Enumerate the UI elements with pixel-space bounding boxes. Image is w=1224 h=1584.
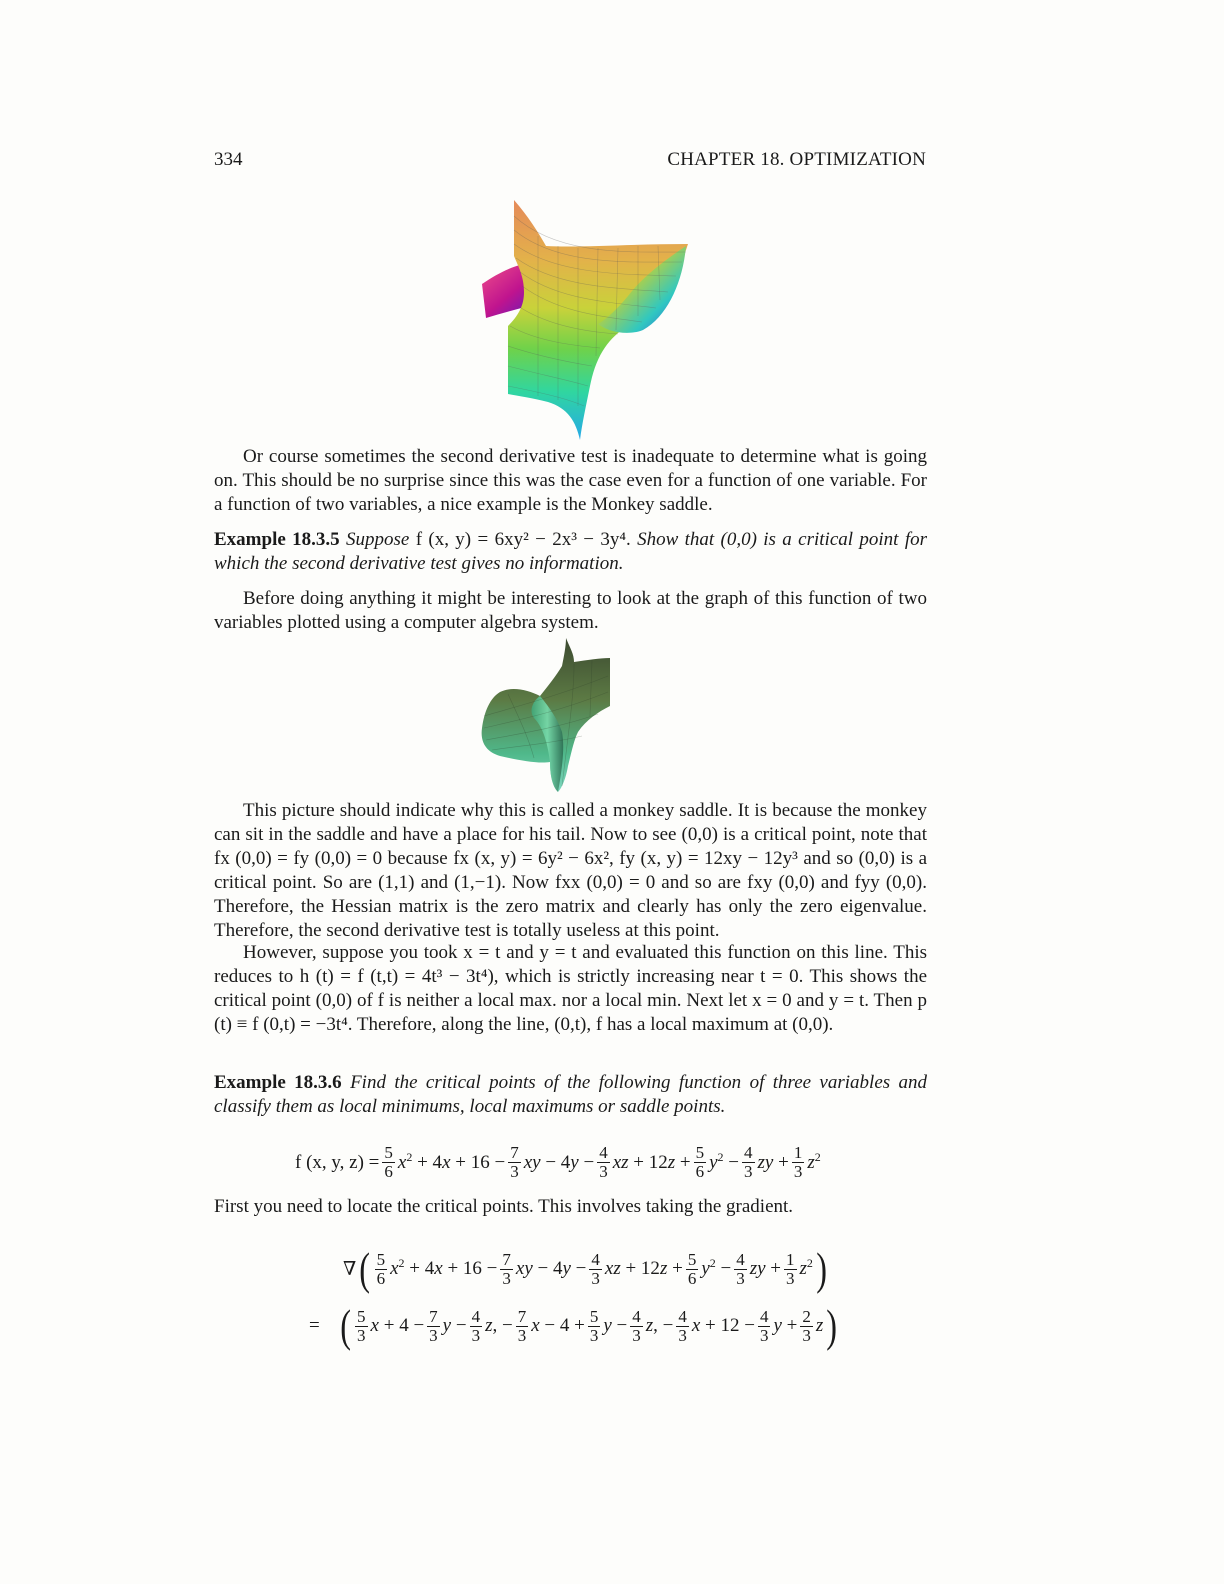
monkey-saddle-icon — [478, 636, 614, 796]
surface-plot-figure — [478, 196, 692, 442]
example-function: f (x, y) = 6xy² − 2x³ − 3y⁴. — [415, 529, 631, 550]
running-head: CHAPTER 18. OPTIMIZATION — [667, 149, 926, 170]
gradient-equation-line-2: = ( $\frac{5}{3}$ x + 4 − $\frac{7}{3}$ y − $\frac{4}{3}$ z, − $\frac{7}{3}$ x − 4 + $\frac{5}{3}$ y − $\frac{4}{3}$ z, − $\frac{4}{3}$ x + 12 − $\frac{4}{3}$ y + $\frac{2}{3}$ z ) — [309, 1300, 838, 1351]
example-label: Example 18.3.6 — [214, 1072, 342, 1093]
nabla-symbol: ∇ — [343, 1258, 357, 1280]
equals-sign: = — [309, 1315, 320, 1336]
monkey-saddle-figure — [478, 636, 614, 796]
paragraph-monkey-saddle — [214, 799, 927, 943]
paragraph-gradient-intro: First you need to locate the critical points. This involves taking the gradient. — [214, 1196, 794, 1217]
paragraph-intro: Or course sometimes the second derivative test is inadequate to determine what is going on. This should be no surprise since this was the case even for a function of one variable. For a function of two variables, a nice example is the Monkey saddle. — [214, 446, 927, 515]
p3-part2: fx (0,0) = fy (0,0) = 0 because fx (x, y) = 6y² − 6x², fy (x, y) = 12xy − 12y³ — [214, 848, 798, 869]
equation-lhs: f (x, y, z) = — [295, 1151, 380, 1173]
example-text-b: Show that (0,0) is a critical point for which the second derivative test gives no information. — [214, 529, 927, 574]
fraction: $\frac{5}{6}$ — [384, 1143, 393, 1181]
example-18-3-6 — [214, 1071, 927, 1119]
example-text-a: Suppose — [346, 529, 410, 550]
p3-part1: This picture should indicate why this is called a monkey saddle. It is because the monkey can sit in the saddle and have a place for his tail. Now to see (0,0) is a critical point, note that — [214, 800, 927, 845]
example-label: Example 18.3.5 — [214, 529, 340, 550]
example-18-3-5 — [214, 528, 927, 576]
gradient-equation-line-1: ∇ ( $\frac{5}{6}$ $x^2 + 4x + 16$ − $\frac{7}{3}$ xy − 4y − $\frac{4}{3}$ xz + 12z + $\frac{5}{6}$ $y^2$ − $\frac{4}{3}$ zy + $\frac{1}{3}$ $z^2$ ) — [343, 1243, 827, 1294]
rainbow-surface-icon — [478, 196, 692, 442]
paragraph-graph-intro: Before doing anything it might be interesting to look at the graph of this function of two variables plotted using a computer algebra system. — [214, 588, 927, 633]
function-equation: f (x, y, z) = $\frac{5}{6}$ $x^2 + 4x + 16$ − $\frac{7}{3}$ xy − 4y − $\frac{4}{3}$ xz + 12z + $\frac{5}{6}$ $y^2$ − $\frac{4}{3}$ zy + $\frac{1}{3}$ $z^2$ — [295, 1143, 821, 1181]
paragraph-along-line: However, suppose you took x = t and y = t and evaluated this function on this line. This reduces to h (t) = f (t,t) = 4t³ − 3t⁴), which is strictly increasing near t = 0. This shows the critical point (0,0) of f is neither a local max. nor a local min. Next let x = 0 and y = t. Then p (t) ≡ f (0,t) = −3t⁴. Therefore, along the line, (0,t), f has a local maximum at (0,0). — [214, 942, 927, 1035]
example-text: Find the critical points of the following function of three variables and classify them as local minimums, local maximums or saddle points. — [214, 1072, 928, 1117]
p3-part3: and so (0,0) is a critical point. So are (1,1) and (1,−1). Now fxx (0,0) = 0 and so are fxy (0,0) and fyy (0,0). Therefore, the Hessian matrix is the zero matrix and clearly has only the zero eigenvalue. Therefore, the second derivative test is totally useless at this point. — [214, 848, 928, 941]
page-number: 334 — [214, 149, 243, 170]
